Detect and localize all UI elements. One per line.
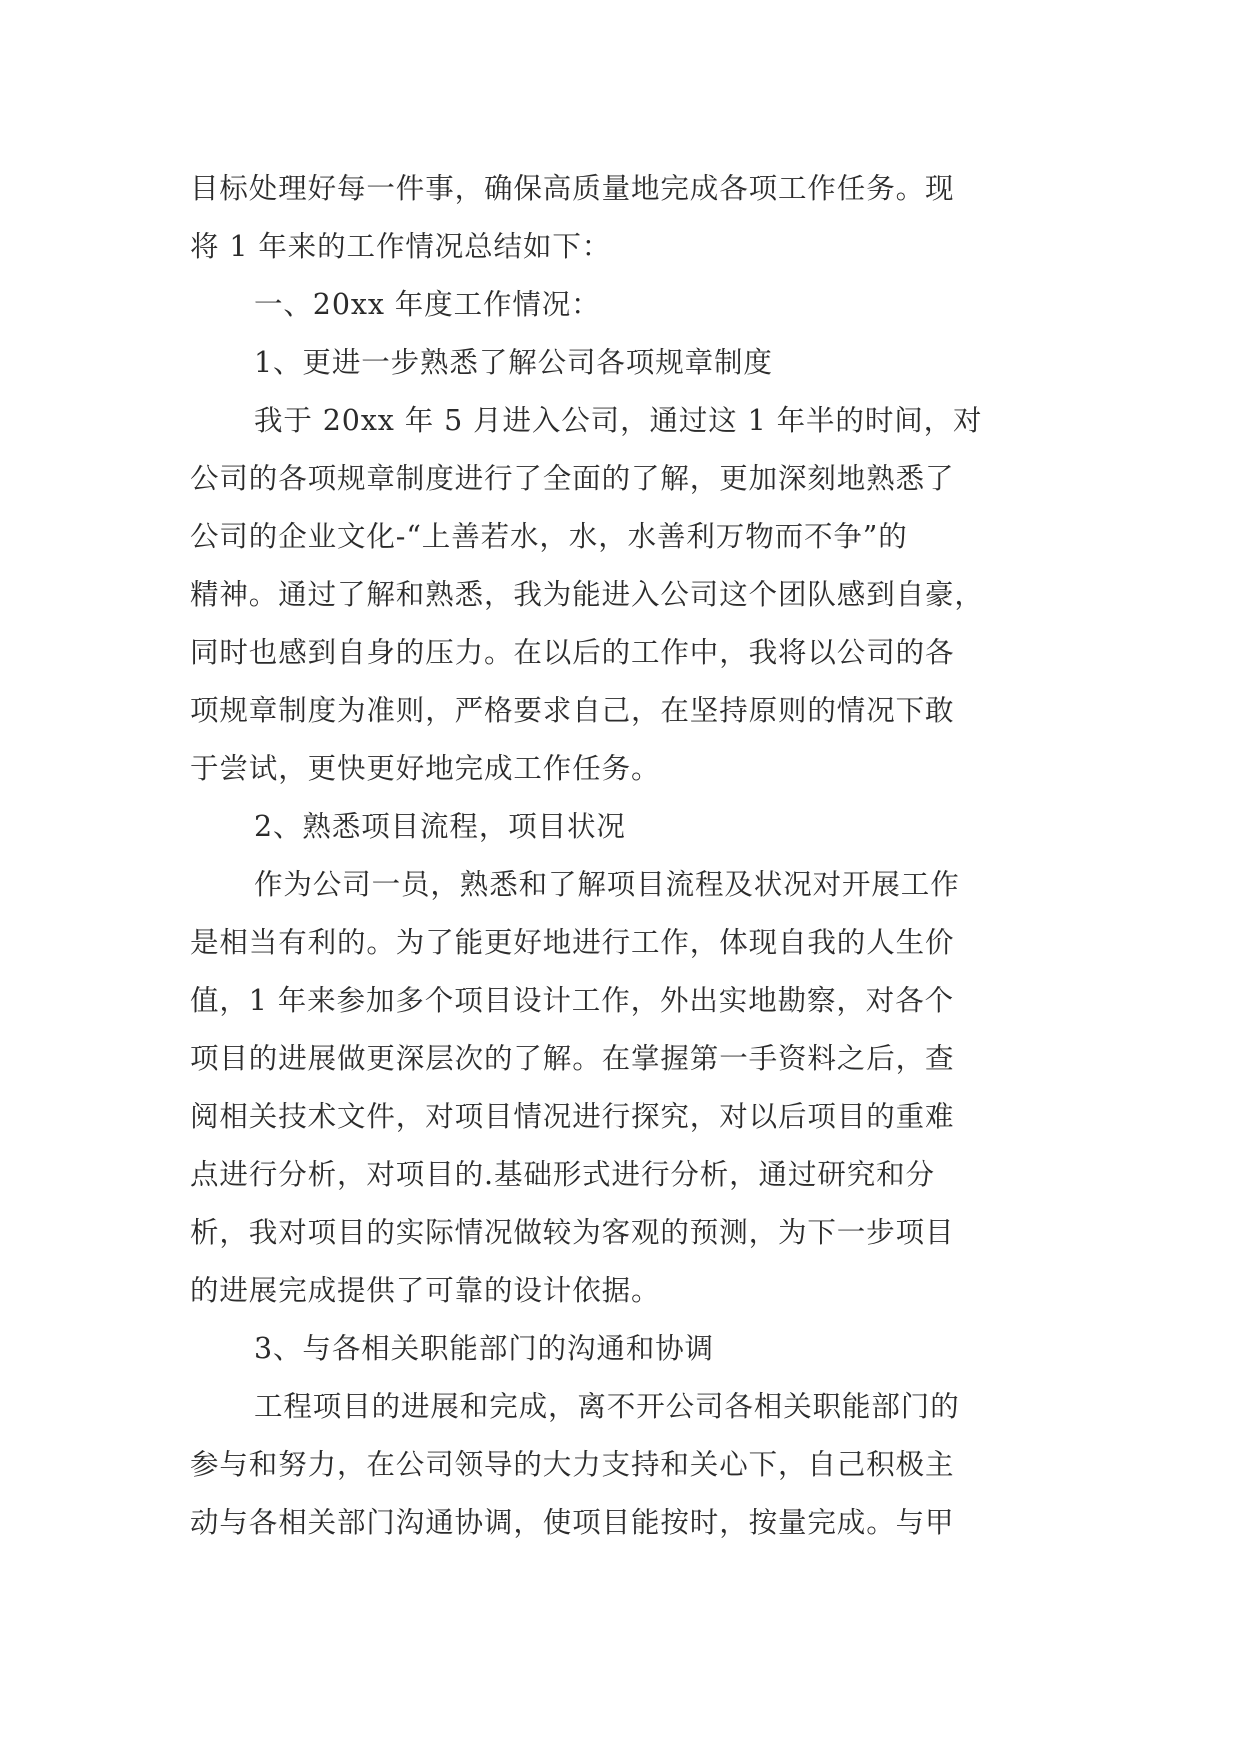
document-body <box>190 160 1050 1552</box>
body-text-line: 项规章制度为准则，严格要求自己，在坚持原则的情况下敢 <box>190 694 955 727</box>
body-text-line: 于尝试，更快更好地完成工作任务。 <box>190 752 661 785</box>
section-heading: 一、20xx 年度工作情况： <box>254 288 601 321</box>
body-text-line: 点进行分析，对项目的.基础形式进行分析，通过研究和分 <box>190 1158 935 1191</box>
body-text-line: 的进展完成提供了可靠的设计依据。 <box>190 1274 661 1307</box>
body-text-line: 参与和努力，在公司领导的大力支持和关心下，自己积极主 <box>190 1448 955 1481</box>
body-text-line: 将 1 年来的工作情况总结如下： <box>190 230 612 263</box>
body-text-line: 析，我对项目的实际情况做较为客观的预测，为下一步项目 <box>190 1216 955 1249</box>
body-text-line: 值，1 年来参加多个项目设计工作，外出实地勘察，对各个 <box>190 984 954 1017</box>
subsection-heading: 2、熟悉项目流程，项目状况 <box>254 810 626 843</box>
body-text-line: 同时也感到自身的压力。在以后的工作中，我将以公司的各 <box>190 636 955 669</box>
body-text-line: 精神。通过了解和熟悉，我为能进入公司这个团队感到自豪， <box>190 578 984 611</box>
body-text-line: 项目的进展做更深层次的了解。在掌握第一手资料之后，查 <box>190 1042 955 1075</box>
body-text-line: 是相当有利的。为了能更好地进行工作，体现自我的人生价 <box>190 926 955 959</box>
body-text-line: 阅相关技术文件，对项目情况进行探究，对以后项目的重难 <box>190 1100 955 1133</box>
body-text-line: 公司的企业文化-“上善若水，水，水善利万物而不争”的 <box>190 520 908 553</box>
body-text-line: 目标处理好每一件事，确保高质量地完成各项工作任务。现 <box>190 172 955 205</box>
subsection-heading: 1、更进一步熟悉了解公司各项规章制度 <box>254 346 773 379</box>
body-text-line: 作为公司一员，熟悉和了解项目流程及状况对开展工作 <box>254 868 960 901</box>
body-text-line: 我于 20xx 年 5 月进入公司，通过这 1 年半的时间，对 <box>254 404 983 437</box>
body-text-line: 动与各相关部门沟通协调，使项目能按时，按量完成。与甲 <box>190 1506 955 1539</box>
subsection-heading: 3、与各相关职能部门的沟通和协调 <box>254 1332 715 1365</box>
body-text-line: 工程项目的进展和完成，离不开公司各相关职能部门的 <box>254 1390 960 1423</box>
body-text-line: 公司的各项规章制度进行了全面的了解，更加深刻地熟悉了 <box>190 462 955 495</box>
